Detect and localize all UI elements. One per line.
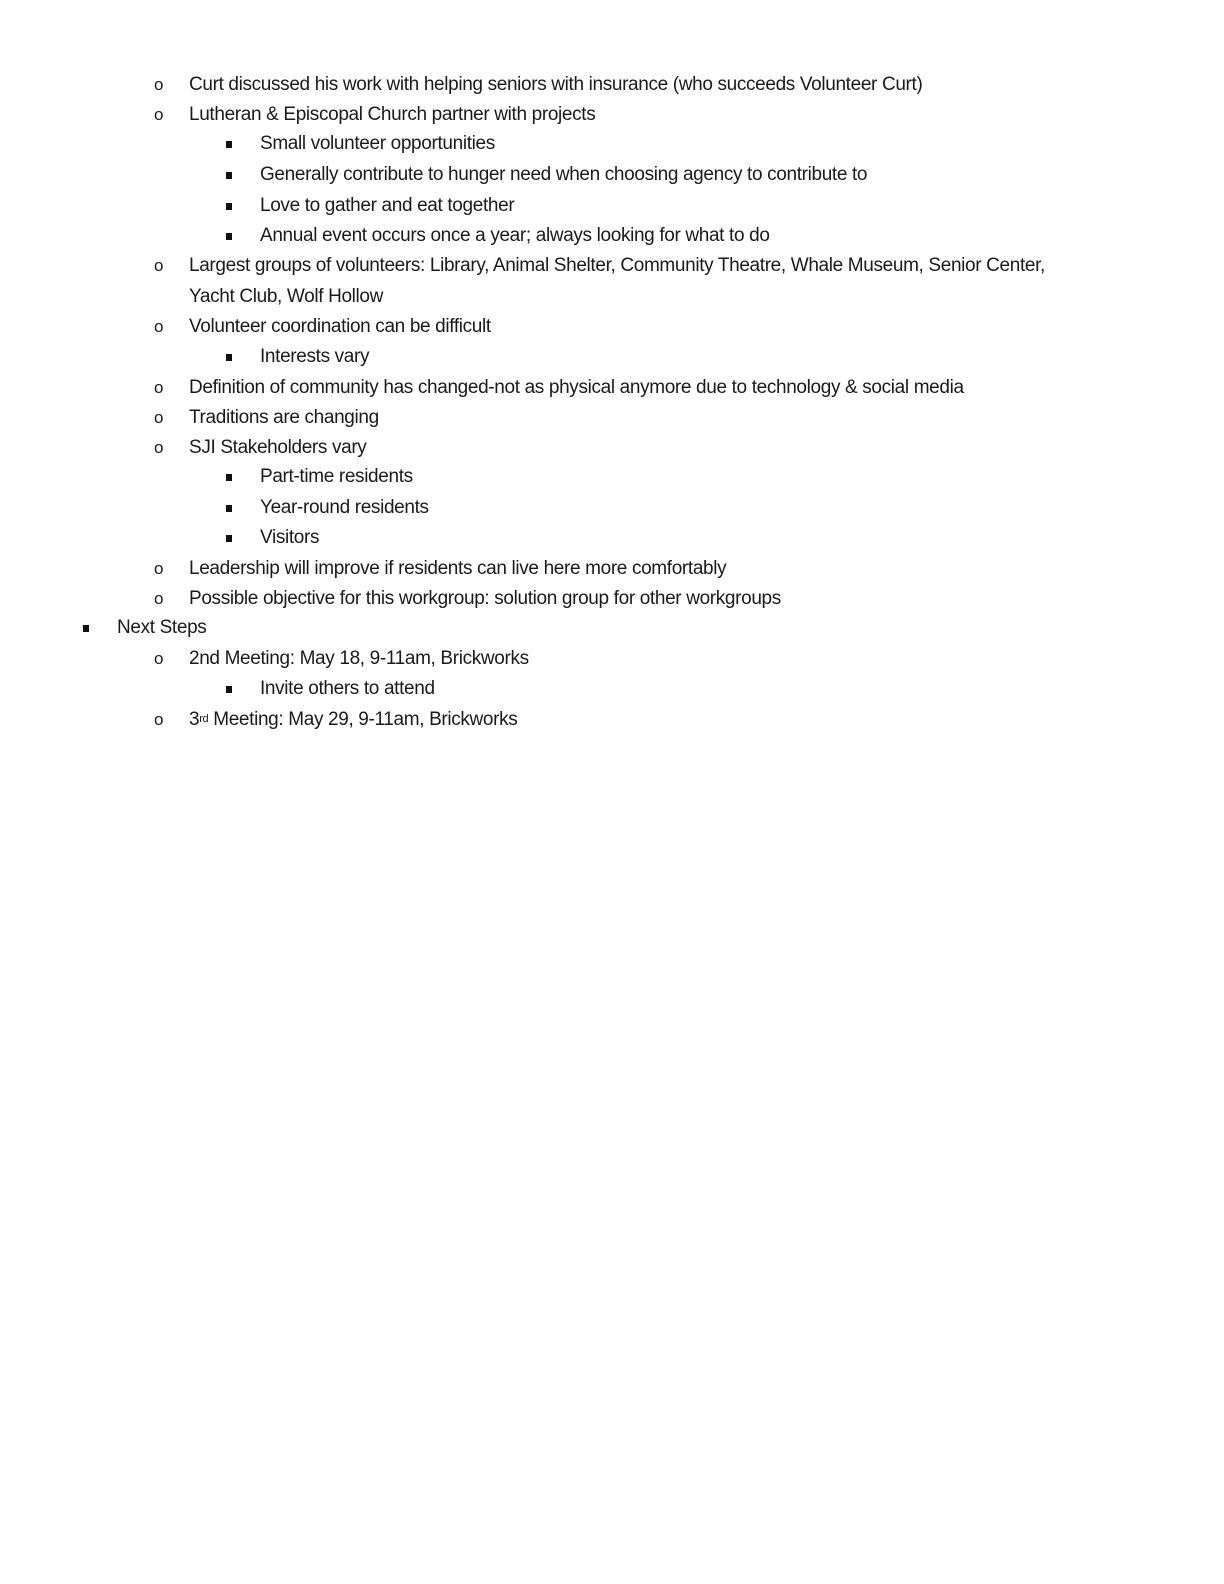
square-bullet-icon <box>226 505 232 512</box>
circle-bullet-icon: o <box>154 408 164 427</box>
circle-bullet-icon: o <box>154 559 164 578</box>
circle-bullet-icon: o <box>154 105 164 124</box>
square-bullet-icon <box>226 172 232 179</box>
circle-bullet-icon: o <box>154 75 164 94</box>
square-bullet-icon <box>226 141 232 148</box>
circle-bullet-icon: o <box>154 378 164 397</box>
circle-bullet-icon: o <box>154 256 164 275</box>
square-bullet-icon <box>226 535 232 542</box>
circle-bullet-icon: o <box>154 589 164 608</box>
circle-bullet-icon: o <box>154 317 164 336</box>
square-bullet-icon <box>226 354 232 361</box>
circle-bullet-icon: o <box>154 438 164 457</box>
square-bullet-icon <box>226 233 232 240</box>
square-bullet-icon <box>83 625 89 632</box>
square-bullet-icon <box>226 474 232 481</box>
square-bullet-icon <box>226 203 232 210</box>
square-bullet-icon <box>226 686 232 693</box>
circle-bullet-icon: o <box>154 710 164 729</box>
circle-bullet-icon: o <box>154 649 164 668</box>
